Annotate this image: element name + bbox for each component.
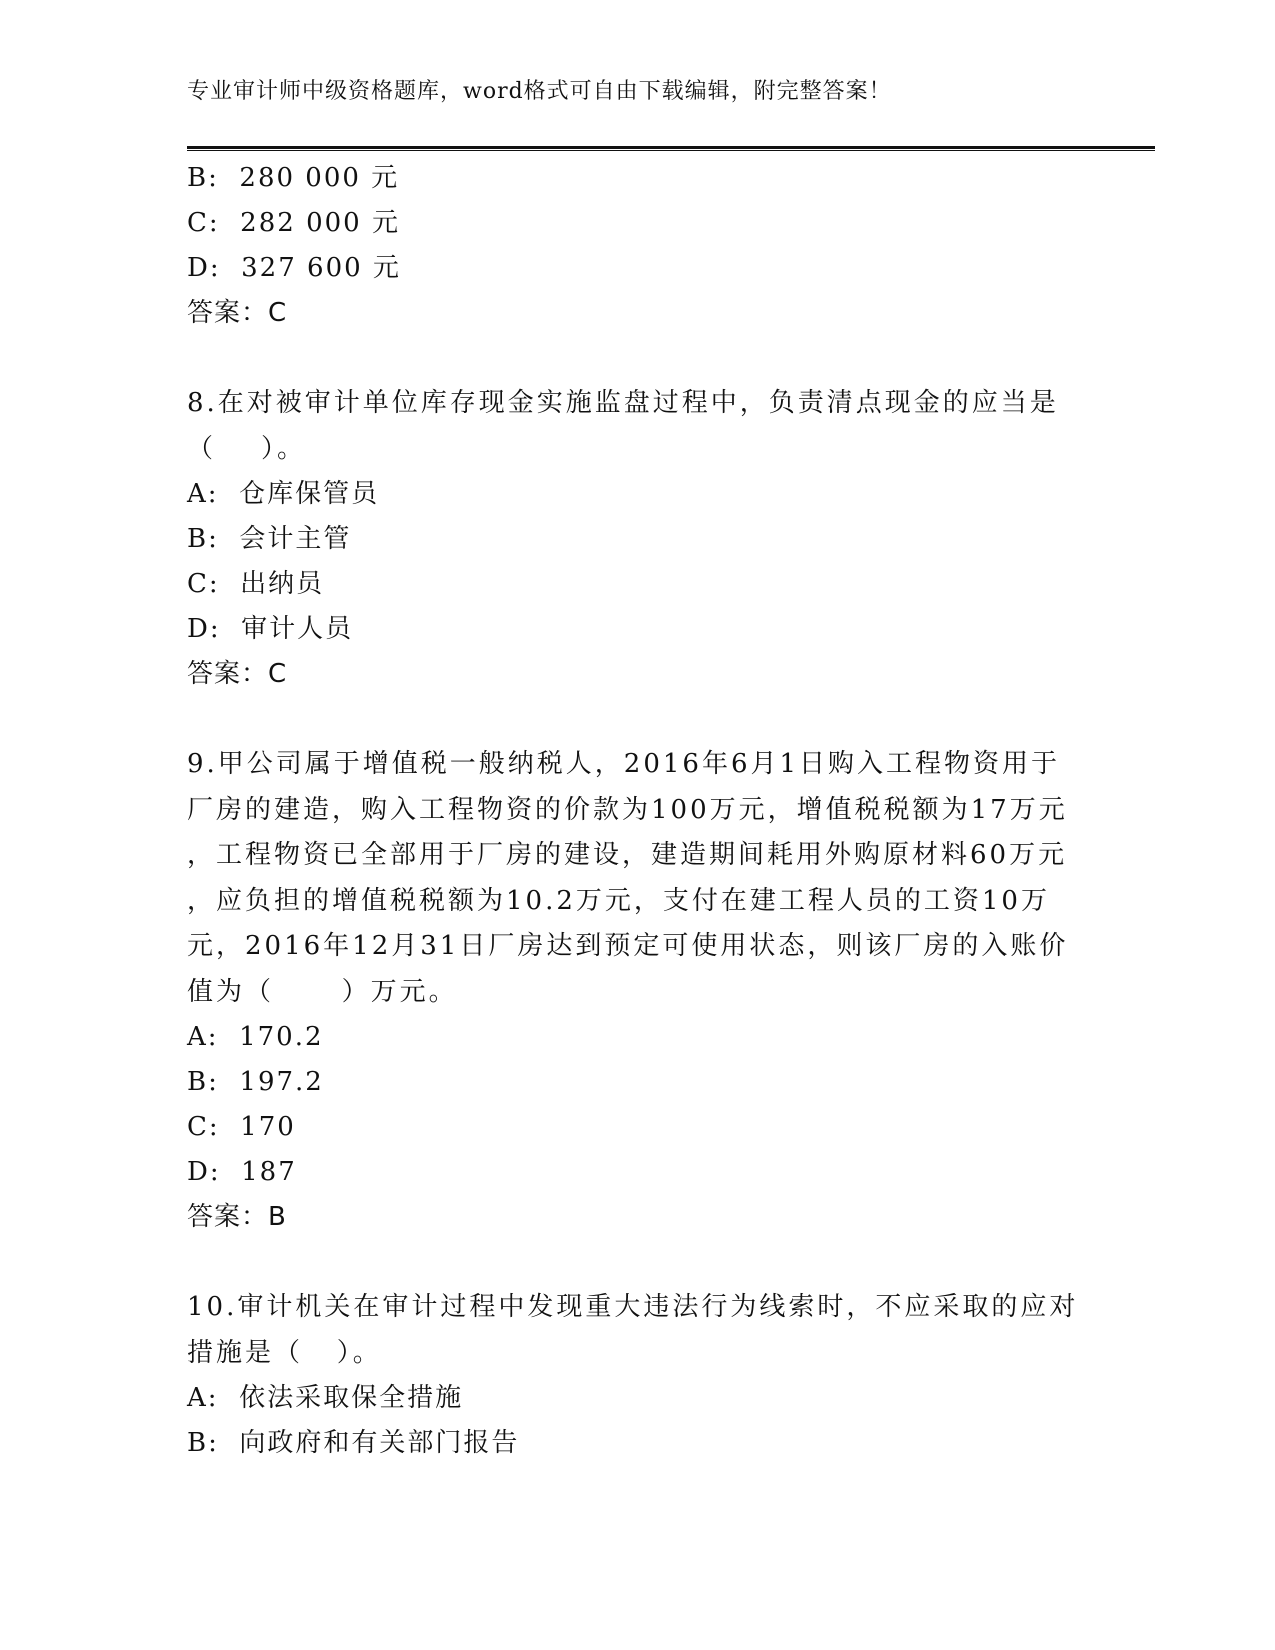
option-b: B: 280 000 元 [187, 163, 400, 193]
question-10 [187, 1285, 1087, 1466]
option-c: C: 282 000 元 [187, 208, 400, 238]
option-b: B: 向政府和有关部门报告 [187, 1428, 520, 1458]
option-b: B: 会计主管 [187, 524, 352, 554]
question-8 [187, 381, 1087, 697]
question-text-line: 10.审计机关在审计过程中发现重大违法行为线索时，不应采取的应对 [187, 1292, 1079, 1322]
option-d: D: 327 600 元 [187, 253, 401, 283]
answer: 答案：C [187, 298, 288, 328]
option-a: A: 仓库保管员 [187, 479, 380, 509]
question-text-line: 8.在对被审计单位库存现金实施监盘过程中，负责清点现金的应当是 [187, 388, 1059, 418]
question-text-line: （ ）。 [187, 433, 307, 464]
answer: 答案：C [187, 659, 288, 689]
question-content [187, 156, 1087, 1466]
question-text-line: 9.甲公司属于增值税一般纳税人，2016年6月1日购入工程物资用于 [187, 749, 1061, 779]
question-9 [187, 742, 1087, 1240]
option-a: A: 170.2 [187, 1022, 324, 1052]
question-text-line: 措施是（ ）。 [187, 1337, 382, 1368]
option-c: C: 出纳员 [187, 569, 325, 599]
question-text-line: 厂房的建造，购入工程物资的价款为100万元，增值税税额为17万元 [187, 794, 1068, 825]
question-text-line: 元，2016年12月31日厂房达到预定可使用状态，则该厂房的入账价 [187, 931, 1069, 961]
header-rule [187, 146, 1155, 151]
question-text-line: ，工程物资已全部用于厂房的建设，建造期间耗用外购原材料60万元 [187, 840, 1068, 870]
question-text-line: ，应负担的增值税税额为10.2万元，支付在建工程人员的工资10万 [187, 885, 1050, 916]
option-b: B: 197.2 [187, 1067, 324, 1097]
option-c: C: 170 [187, 1112, 296, 1142]
option-d: D: 审计人员 [187, 614, 354, 644]
question-text-line: 值为（ ）万元。 [187, 976, 458, 1007]
option-d: D: 187 [187, 1157, 297, 1187]
answer: 答案：B [187, 1202, 287, 1232]
option-a: A: 依法采取保全措施 [187, 1383, 464, 1413]
page-header: 专业审计师中级资格题库，word格式可自由下载编辑，附完整答案！ [187, 79, 892, 104]
question-7 [187, 156, 1087, 336]
